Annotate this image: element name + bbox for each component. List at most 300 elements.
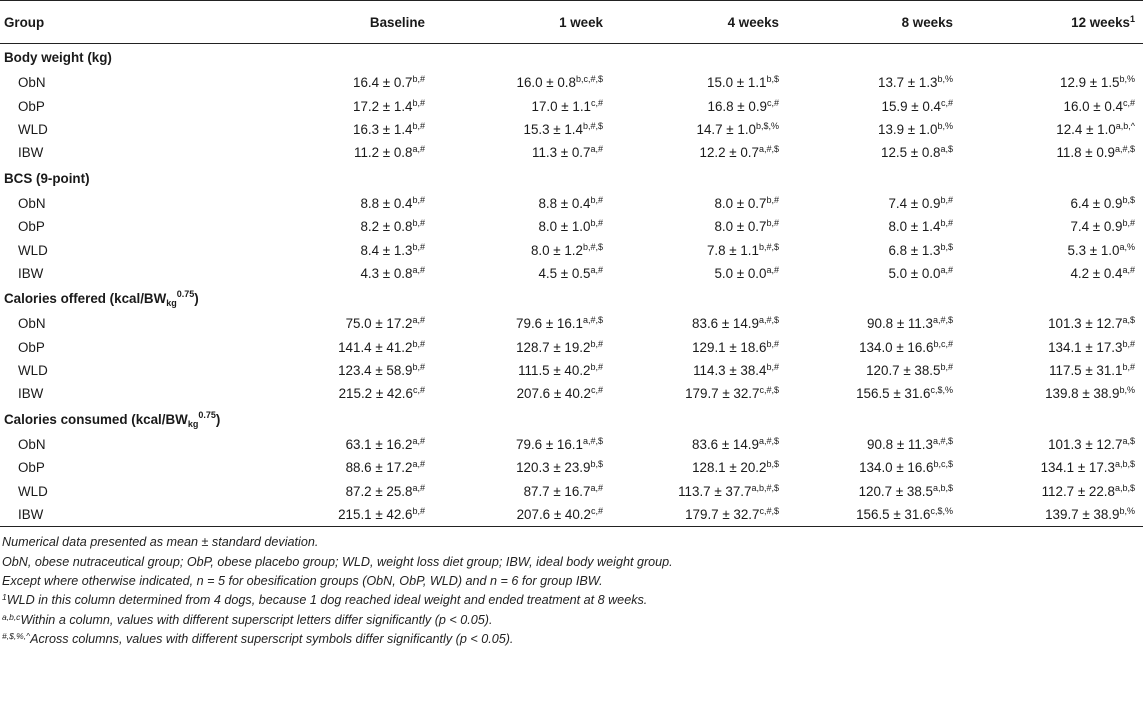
value-text: 120.7 ± 38.5 (866, 363, 941, 379)
value-cell (253, 192, 433, 215)
value-cell (433, 503, 611, 527)
significance-superscript: b,# (412, 120, 425, 131)
value-text: 128.1 ± 20.2 (692, 460, 767, 476)
significance-superscript: b,# (590, 338, 603, 349)
significance-superscript: a,# (1122, 264, 1135, 275)
significance-superscript: b,% (1119, 385, 1135, 396)
value-cell (787, 336, 961, 359)
header-12-weeks (961, 1, 1143, 44)
significance-superscript: a,# (590, 482, 603, 493)
value-text: 87.7 ± 16.7 (523, 483, 591, 499)
value-cell (433, 359, 611, 382)
significance-superscript: b,# (590, 194, 603, 205)
significance-superscript: a,$ (940, 144, 953, 155)
value-text: 101.3 ± 12.7 (1048, 316, 1123, 332)
significance-superscript: a,b,$ (1114, 482, 1135, 493)
table-row (0, 262, 1143, 285)
value-cell (611, 71, 787, 94)
significance-superscript: b,% (937, 74, 953, 85)
significance-superscript: c,$,% (930, 385, 953, 396)
value-cell (611, 215, 787, 238)
value-cell (253, 262, 433, 285)
group-label: ObP (18, 460, 45, 476)
table-footnotes (0, 527, 1143, 649)
value-text: 6.4 ± 0.9 (1070, 195, 1123, 211)
table-row (0, 192, 1143, 215)
value-cell (253, 382, 433, 405)
footnote-wld-column (2, 591, 1143, 610)
table-header-row (0, 1, 1143, 44)
value-text: 11.8 ± 0.9 (1056, 145, 1115, 161)
group-label: ObN (18, 75, 46, 91)
value-text: 156.5 ± 31.6 (856, 386, 931, 402)
significance-superscript: b,#,$ (582, 120, 603, 131)
significance-superscript: b,# (412, 194, 425, 205)
value-cell (433, 71, 611, 94)
value-text: 8.0 ± 1.2 (530, 242, 583, 258)
significance-superscript: a,# (590, 144, 603, 155)
footnote-sample-size-part: = 6 for group IBW. (497, 574, 603, 589)
significance-superscript: c,# (940, 97, 953, 108)
value-text: 5.3 ± 1.0 (1067, 242, 1120, 258)
value-cell (433, 192, 611, 215)
table-row (0, 118, 1143, 141)
value-cell (961, 336, 1143, 359)
section-header-row (0, 406, 1143, 433)
section-title-subscript: kg (166, 298, 177, 309)
value-text: 114.3 ± 38.4 (693, 363, 767, 379)
value-text: 123.4 ± 58.9 (338, 363, 413, 379)
group-label: ObN (18, 436, 46, 452)
group-label: WLD (18, 242, 48, 258)
value-cell (611, 118, 787, 141)
value-text: 8.4 ± 1.3 (360, 242, 413, 258)
significance-superscript: a,# (412, 264, 425, 275)
footnote-sample-size-part: = 5 for obesification groups (ObN, ObP, WLD) and (203, 574, 491, 589)
value-cell (611, 382, 787, 405)
table-row (0, 238, 1143, 261)
table-row (0, 71, 1143, 94)
value-cell (961, 118, 1143, 141)
value-text: 8.0 ± 1.0 (538, 219, 591, 235)
value-cell (961, 192, 1143, 215)
value-cell (611, 192, 787, 215)
group-label: IBW (18, 265, 44, 281)
value-cell (611, 359, 787, 382)
significance-superscript: b,c,#,$ (575, 74, 603, 85)
value-cell (253, 433, 433, 456)
header-12-weeks-label: 12 weeks (1071, 14, 1130, 30)
header-1-week: 1 week (559, 14, 603, 30)
section-title-subscript: kg (187, 418, 199, 429)
value-cell (611, 262, 787, 285)
significance-superscript: b,$ (766, 74, 779, 85)
value-cell (253, 238, 433, 261)
significance-superscript: a,#,$ (1114, 144, 1135, 155)
significance-superscript: b,#,$ (582, 241, 603, 252)
footnote-sample-size-part: Except where otherwise indicated, (2, 574, 197, 589)
significance-superscript: b,$ (940, 241, 953, 252)
group-label: ObP (18, 98, 45, 114)
significance-superscript: b,# (412, 362, 425, 373)
value-text: 179.7 ± 32.7 (685, 507, 760, 523)
value-cell (787, 215, 961, 238)
value-text: 6.8 ± 1.3 (888, 242, 941, 258)
significance-superscript: a,# (412, 315, 425, 326)
value-cell (787, 94, 961, 117)
table-row (0, 312, 1143, 335)
value-cell (787, 312, 961, 335)
value-cell (433, 215, 611, 238)
value-text: 141.4 ± 41.2 (338, 339, 413, 355)
value-text: 17.2 ± 1.4 (353, 98, 413, 114)
value-text: 207.6 ± 40.2 (516, 386, 591, 402)
significance-superscript: b,# (766, 218, 779, 229)
significance-superscript: b,# (1122, 338, 1135, 349)
table-row (0, 215, 1143, 238)
table-body (0, 44, 1143, 527)
value-cell (253, 359, 433, 382)
significance-superscript: b,# (412, 97, 425, 108)
value-text: 16.3 ± 1.4 (353, 121, 413, 137)
value-text: 12.2 ± 0.7 (699, 145, 759, 161)
value-text: 139.7 ± 38.9 (1045, 507, 1120, 523)
significance-superscript: b,# (766, 338, 779, 349)
section-title-superscript: 0.75 (176, 289, 195, 300)
group-label: ObP (18, 339, 45, 355)
significance-superscript: a,% (1119, 241, 1135, 252)
section-title-end: ) (194, 291, 199, 307)
value-text: 5.0 ± 0.0 (888, 265, 941, 281)
value-text: 79.6 ± 16.1 (516, 436, 583, 452)
value-cell (611, 94, 787, 117)
group-label: IBW (18, 145, 44, 161)
significance-superscript: a,b,^ (1115, 120, 1135, 131)
significance-superscript: b,# (590, 362, 603, 373)
significance-superscript: a,#,$ (758, 315, 779, 326)
section-title-text: BCS (9-point) (4, 170, 90, 186)
significance-superscript: a,#,$ (582, 435, 603, 446)
footnote-mark: #,$,%,^ (2, 631, 31, 642)
value-text: 79.6 ± 16.1 (516, 316, 583, 332)
value-text: 129.1 ± 18.6 (692, 339, 767, 355)
group-label: IBW (18, 507, 44, 523)
group-label: WLD (18, 363, 48, 379)
group-label: IBW (18, 386, 44, 402)
value-cell (433, 238, 611, 261)
value-text: 4.5 ± 0.5 (538, 265, 591, 281)
significance-superscript: c,# (590, 97, 603, 108)
value-text: 8.8 ± 0.4 (360, 195, 413, 211)
value-text: 11.3 ± 0.7 (532, 145, 591, 161)
value-text: 88.6 ± 17.2 (345, 460, 413, 476)
value-cell (787, 262, 961, 285)
value-text: 8.8 ± 0.4 (538, 195, 591, 211)
value-cell (253, 456, 433, 479)
value-cell (787, 359, 961, 382)
value-text: 12.5 ± 0.8 (881, 145, 941, 161)
value-text: 16.0 ± 0.4 (1063, 98, 1123, 114)
significance-superscript: b,# (766, 362, 779, 373)
section-title-text: Calories consumed (kcal/BW (4, 411, 188, 427)
value-text: 87.2 ± 25.8 (345, 483, 413, 499)
value-text: 139.8 ± 38.9 (1045, 386, 1120, 402)
value-text: 11.2 ± 0.8 (354, 145, 413, 161)
section-title (0, 285, 1143, 312)
value-cell (433, 336, 611, 359)
significance-superscript: a,$ (1122, 435, 1135, 446)
header-12-weeks-footnote-mark: 1 (1129, 13, 1135, 24)
significance-superscript: a,#,$ (758, 144, 779, 155)
value-cell (253, 479, 433, 502)
value-text: 134.1 ± 17.3 (1040, 460, 1115, 476)
footnote-n-symbol: n (196, 574, 204, 589)
value-cell (961, 71, 1143, 94)
value-cell (787, 456, 961, 479)
significance-superscript: a,# (412, 459, 425, 470)
value-cell (961, 312, 1143, 335)
value-text: 4.2 ± 0.4 (1070, 265, 1123, 281)
footnote-text: Across columns, values with different superscript symbols differ significantly (p < 0.05). (30, 632, 514, 647)
significance-superscript: a,b,$ (932, 482, 953, 493)
value-text: 5.0 ± 0.0 (714, 265, 767, 281)
significance-superscript: b,# (590, 218, 603, 229)
value-cell (433, 94, 611, 117)
significance-superscript: b,# (766, 194, 779, 205)
header-baseline: Baseline (369, 14, 425, 30)
significance-superscript: a,b,$ (1114, 459, 1135, 470)
value-text: 16.8 ± 0.9 (707, 98, 767, 114)
value-cell (611, 479, 787, 502)
value-text: 90.8 ± 11.3 (867, 436, 933, 452)
value-cell (433, 433, 611, 456)
value-text: 8.2 ± 0.8 (360, 219, 413, 235)
value-text: 83.6 ± 14.9 (692, 436, 759, 452)
value-cell (253, 215, 433, 238)
value-text: 134.0 ± 16.6 (859, 339, 934, 355)
value-cell (611, 336, 787, 359)
value-cell (611, 503, 787, 527)
footnote-text: WLD in this column determined from 4 dogs, because 1 dog reached ideal weight and ended treatment at 8 weeks. (6, 593, 648, 608)
table-row (0, 336, 1143, 359)
significance-superscript: b,# (1122, 362, 1135, 373)
value-text: 7.4 ± 0.9 (1070, 219, 1123, 235)
value-cell (961, 382, 1143, 405)
group-label: ObP (18, 219, 45, 235)
header-4-weeks: 4 weeks (727, 14, 779, 30)
value-text: 215.1 ± 42.6 (338, 507, 413, 523)
footnote-abbreviations: ObN, obese nutraceutical group; ObP, obese placebo group; WLD, weight loss diet group; IBW, ideal body weight group. (2, 554, 673, 569)
value-text: 8.0 ± 1.4 (888, 219, 941, 235)
table-row (0, 141, 1143, 164)
header-group: Group (4, 14, 45, 30)
value-text: 12.4 ± 1.0 (1056, 121, 1116, 137)
significance-superscript: b,c,# (933, 338, 953, 349)
significance-superscript: a,#,$ (758, 435, 779, 446)
significance-superscript: c,# (412, 385, 425, 396)
value-text: 83.6 ± 14.9 (692, 316, 759, 332)
significance-superscript: b,$,% (755, 120, 779, 131)
value-cell (433, 118, 611, 141)
value-cell (961, 215, 1143, 238)
footnote-data-format: Numerical data presented as mean ± standard deviation. (2, 535, 319, 550)
section-title-superscript: 0.75 (198, 409, 216, 420)
section-title (0, 44, 1143, 72)
value-cell (961, 433, 1143, 456)
value-cell (253, 118, 433, 141)
significance-superscript: c,$,% (930, 506, 953, 517)
value-cell (433, 262, 611, 285)
value-cell (611, 312, 787, 335)
value-text: 16.0 ± 0.8 (516, 75, 576, 91)
value-cell (961, 238, 1143, 261)
significance-superscript: b,# (940, 194, 953, 205)
group-label: WLD (18, 121, 48, 137)
significance-superscript: b,% (1119, 506, 1135, 517)
significance-superscript: b,c,$ (933, 459, 953, 470)
table-row (0, 479, 1143, 502)
footnote-mark: a,b,c (2, 611, 21, 622)
significance-superscript: b,% (937, 120, 953, 131)
value-cell (253, 336, 433, 359)
value-cell (253, 94, 433, 117)
value-text: 156.5 ± 31.6 (856, 507, 931, 523)
significance-superscript: c,# (1122, 97, 1135, 108)
value-text: 134.1 ± 17.3 (1048, 339, 1123, 355)
value-text: 7.8 ± 1.1 (706, 242, 759, 258)
significance-superscript: a,#,$ (582, 315, 603, 326)
value-cell (787, 382, 961, 405)
section-title (0, 165, 1143, 192)
value-text: 13.7 ± 1.3 (878, 75, 938, 91)
value-cell (961, 479, 1143, 502)
value-text: 8.0 ± 0.7 (714, 219, 767, 235)
table-row (0, 503, 1143, 527)
table-row (0, 94, 1143, 117)
table-row (0, 433, 1143, 456)
significance-superscript: b,# (412, 506, 425, 517)
footnote-letters (2, 611, 1143, 630)
value-text: 120.7 ± 38.5 (858, 483, 933, 499)
value-text: 14.7 ± 1.0 (696, 121, 756, 137)
value-text: 8.0 ± 0.7 (714, 195, 767, 211)
header-8-weeks: 8 weeks (901, 14, 953, 30)
value-cell (961, 503, 1143, 527)
significance-superscript: c,# (590, 385, 603, 396)
value-cell (787, 479, 961, 502)
value-text: 75.0 ± 17.2 (345, 316, 413, 332)
group-label: WLD (18, 483, 48, 499)
section-title (0, 406, 1143, 433)
value-cell (611, 141, 787, 164)
significance-superscript: a,#,$ (932, 435, 953, 446)
significance-superscript: b,# (412, 218, 425, 229)
value-text: 120.3 ± 23.9 (516, 460, 591, 476)
value-text: 13.9 ± 1.0 (878, 121, 938, 137)
value-text: 134.0 ± 16.6 (859, 460, 934, 476)
value-cell (961, 141, 1143, 164)
value-text: 15.3 ± 1.4 (523, 121, 583, 137)
value-cell (787, 192, 961, 215)
value-cell (253, 503, 433, 527)
significance-superscript: c,# (590, 506, 603, 517)
value-text: 113.7 ± 37.7 (678, 483, 752, 499)
section-title-text: Body weight (kg) (4, 50, 112, 65)
significance-superscript: a,#,$ (932, 315, 953, 326)
significance-superscript: a,$ (1122, 315, 1135, 326)
value-cell (787, 71, 961, 94)
significance-superscript: b,#,$ (758, 241, 779, 252)
value-cell (961, 456, 1143, 479)
value-cell (433, 312, 611, 335)
significance-superscript: b,# (940, 362, 953, 373)
value-cell (433, 456, 611, 479)
section-header-row (0, 285, 1143, 312)
footnote-sample-size (2, 572, 1143, 591)
significance-superscript: b,# (412, 338, 425, 349)
footnote-symbols (2, 630, 1143, 649)
section-header-row (0, 44, 1143, 72)
significance-superscript: a,# (766, 264, 779, 275)
value-text: 215.2 ± 42.6 (338, 386, 413, 402)
section-title-end: ) (215, 411, 221, 427)
value-cell (787, 118, 961, 141)
significance-superscript: a,# (590, 264, 603, 275)
significance-superscript: b,$ (1122, 194, 1135, 205)
significance-superscript: b,# (412, 241, 425, 252)
value-cell (611, 433, 787, 456)
significance-superscript: b,# (412, 74, 425, 85)
significance-superscript: a,# (412, 482, 425, 493)
significance-superscript: c,#,$ (759, 506, 779, 517)
value-cell (253, 141, 433, 164)
value-cell (611, 238, 787, 261)
value-cell (787, 433, 961, 456)
value-text: 17.0 ± 1.1 (531, 98, 591, 114)
significance-superscript: a,# (412, 144, 425, 155)
value-text: 111.5 ± 40.2 (518, 363, 591, 379)
section-header-row (0, 165, 1143, 192)
value-text: 12.9 ± 1.5 (1060, 75, 1120, 91)
table-row (0, 456, 1143, 479)
value-cell (787, 503, 961, 527)
value-cell (611, 456, 787, 479)
footnote-text: Within a column, values with different superscript letters differ significantly (p < 0.05). (20, 612, 493, 627)
value-text: 7.4 ± 0.9 (888, 195, 941, 211)
value-text: 117.5 ± 31.1 (1049, 363, 1123, 379)
value-cell (787, 238, 961, 261)
significance-superscript: b,$ (766, 459, 779, 470)
significance-superscript: a,# (412, 435, 425, 446)
value-cell (961, 262, 1143, 285)
significance-superscript: a,# (940, 264, 953, 275)
value-text: 63.1 ± 16.2 (345, 436, 413, 452)
significance-superscript: b,# (940, 218, 953, 229)
footnote-n-symbol: n (490, 574, 498, 589)
significance-superscript: b,% (1119, 74, 1135, 85)
value-cell (787, 141, 961, 164)
group-label: ObN (18, 195, 46, 211)
value-cell (433, 141, 611, 164)
value-text: 4.3 ± 0.8 (360, 265, 413, 281)
value-cell (433, 479, 611, 502)
value-cell (433, 382, 611, 405)
table-row (0, 359, 1143, 382)
value-cell (961, 359, 1143, 382)
significance-superscript: b,# (1122, 218, 1135, 229)
group-label: ObN (18, 316, 46, 332)
significance-superscript: c,#,$ (759, 385, 779, 396)
